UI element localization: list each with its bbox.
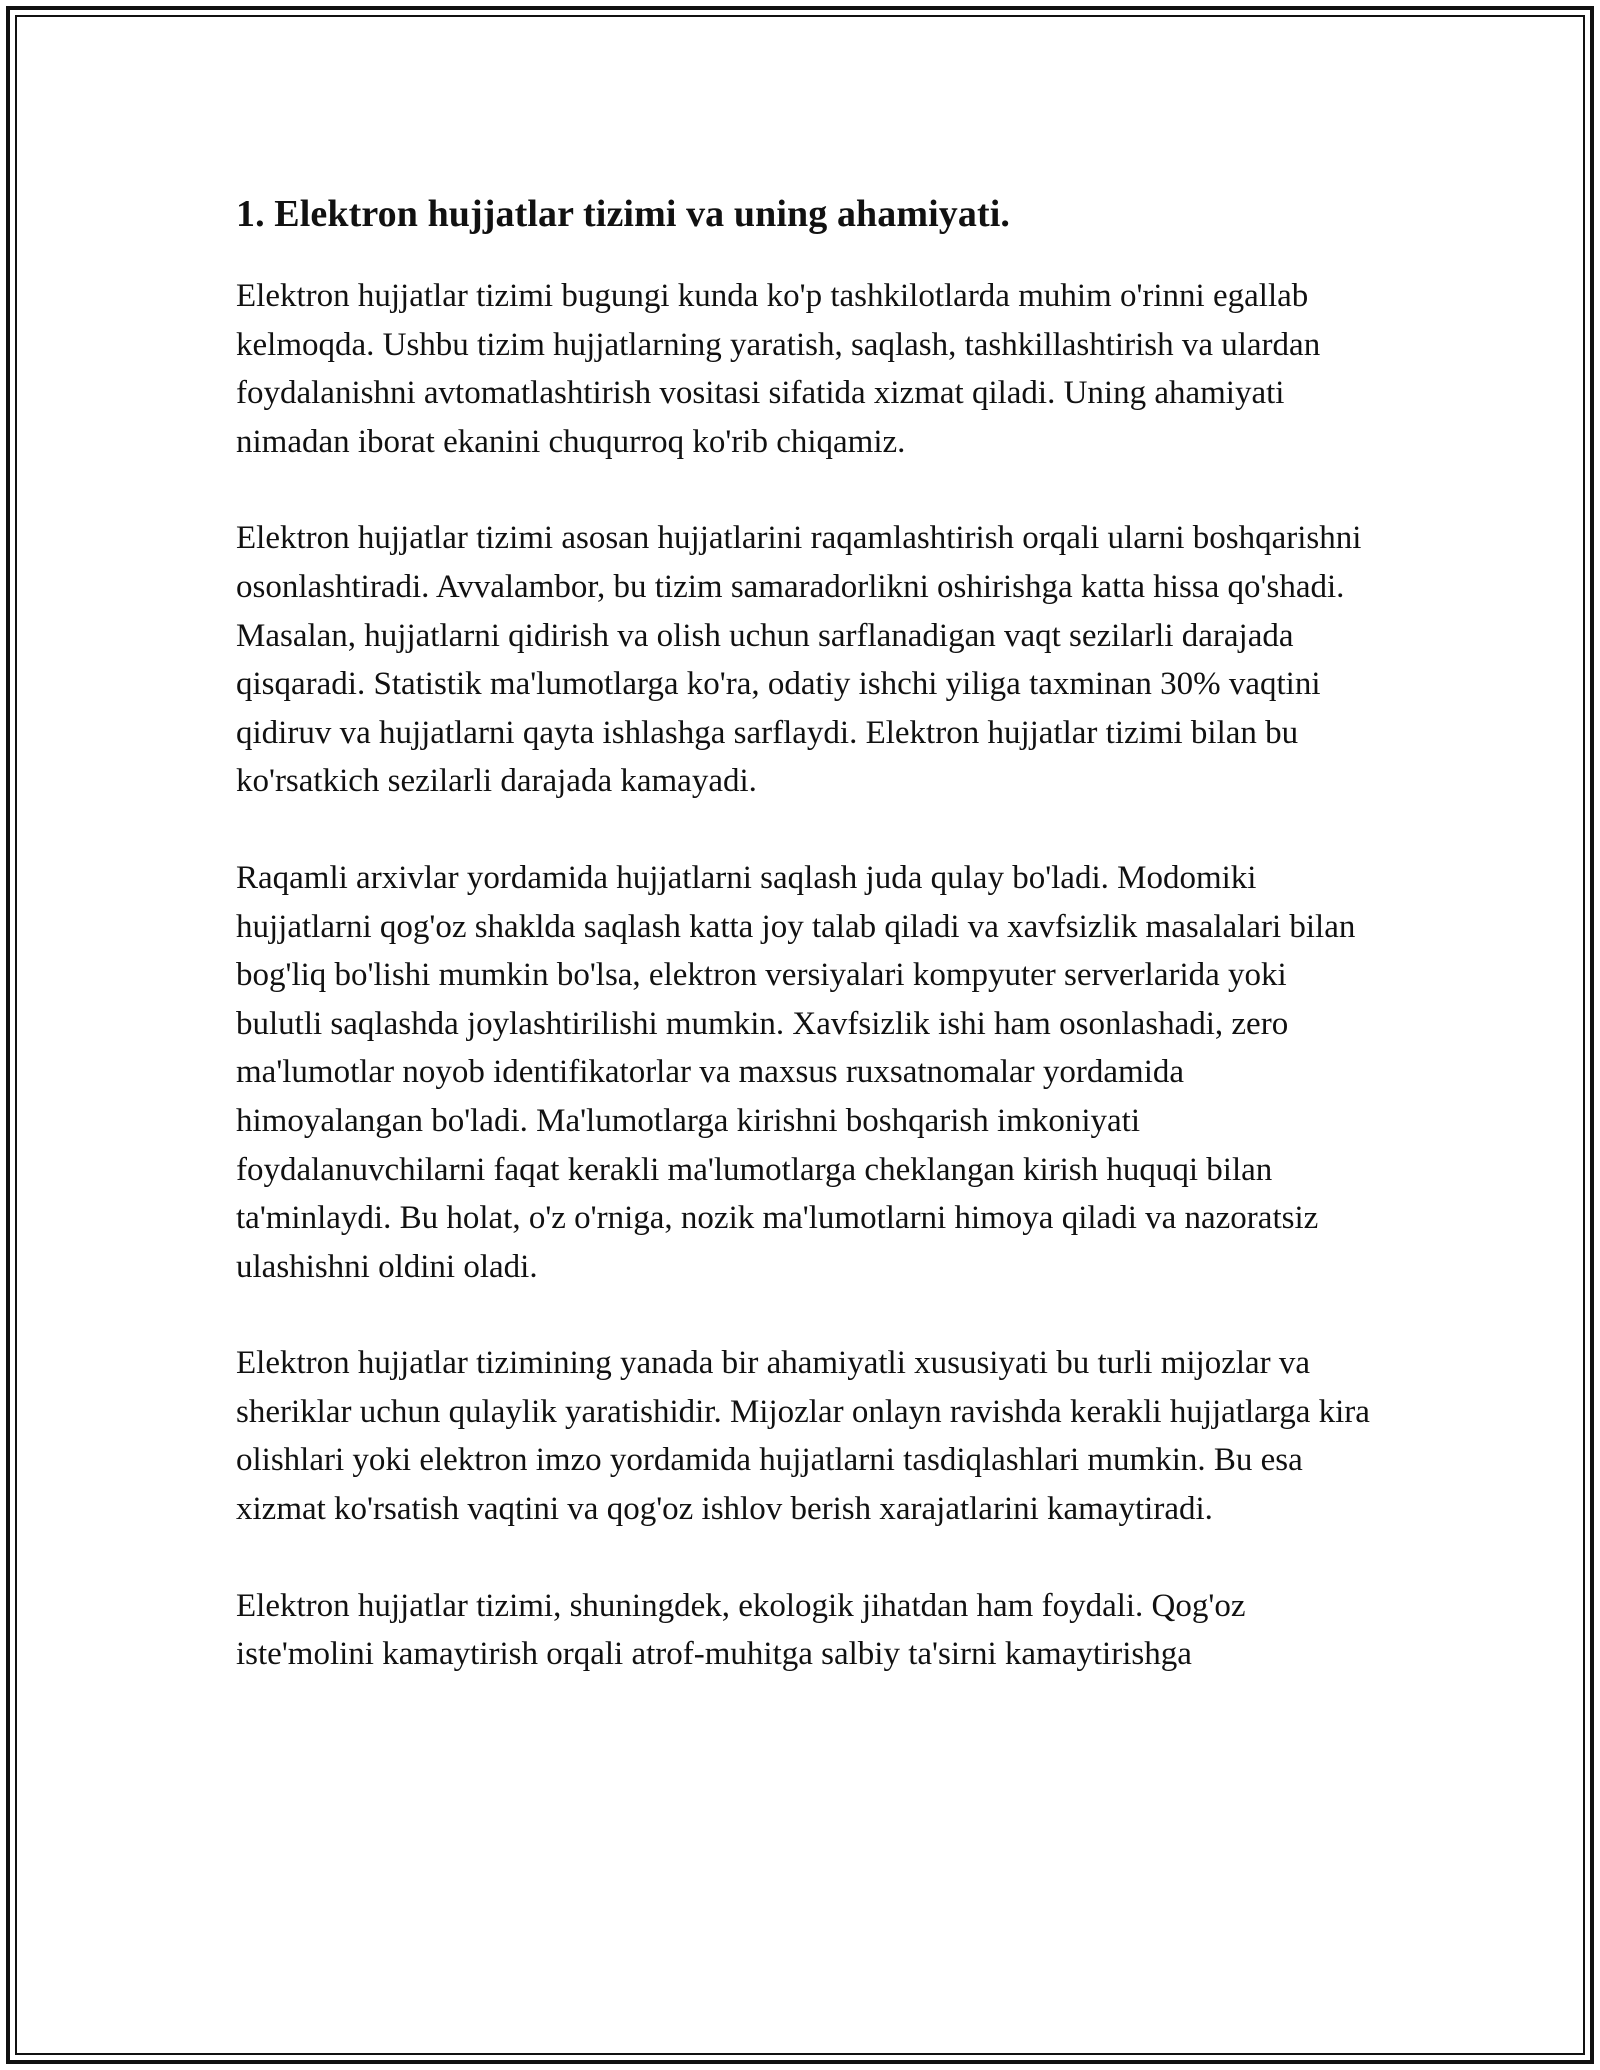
document-page — [236, 186, 1376, 1679]
paragraph-1: Elektron hujjatlar tizimi bugungi kunda ko'p tashkilotlarda muhim o'rinni egallab kelmoqda. Ushbu tizim hujjatlarning yaratish, saqlash, tashkillashtirish va ulardan foydalanishni avtomatlashtirish vositasi sifatida xizmat qiladi. Uning ahamiyati nimadan iborat ekanini chuqurroq ko'rib chiqamiz. — [236, 278, 1321, 460]
paragraph-3: Raqamli arxivlar yordamida hujjatlarni saqlash juda qulay bo'ladi. Modomiki hujjatlarni qog'oz shaklda saqlash katta joy talab qiladi va xavfsizlik masalalari bilan bog'liq bo'lishi mumkin bo'lsa, elektron versiyalari kompyuter serverlarida yoki bulutli saqlashda joylashtirilishi mumkin. Xavfsizlik ishi ham osonlashadi, zero ma'lumotlar noyob identifikatorlar va maxsus ruxsatnomalar yordamida himoyalangan bo'ladi. Ma'lumotlarga kirishni boshqarish imkoniyati foydalanuvchilarni faqat kerakli ma'lumotlarga cheklangan kirish huquqi bilan ta'minlaydi. Bu holat, o'z o'rniga, nozik ma'lumotlarni himoya qiladi va nazoratsiz ulashishni oldini oladi. — [236, 859, 1356, 1285]
document-title: 1. Elektron hujjatlar tizimi va uning ahamiyati. — [236, 193, 1011, 235]
paragraph-2: Elektron hujjatlar tizimi asosan hujjatlarini raqamlashtirish orqali ularni boshqarishni osonlashtiradi. Avvalambor, bu tizim samaradorlikni oshirishga katta hissa qo'shadi. Masalan, hujjatlarni qidirish va olish uchun sarflanadigan vaqt sezilarli darajada qisqaradi. Statistik ma'lumotlarga ko'ra, odatiy ishchi yiliga taxminan 30% vaqtini qidiruv va hujjatlarni qayta ishlashga sarflaydi. Elektron hujjatlar tizimi bilan bu ko'rsatkich sezilarli darajada kamayadi. — [236, 520, 1362, 800]
paragraph-4: Elektron hujjatlar tizimining yanada bir ahamiyatli xususiyati bu turli mijozlar va sheriklar uchun qulaylik yaratishidir. Mijozlar onlayn ravishda kerakli hujjatlarga kira olishlari yoki elektron imzo yordamida hujjatlarni tasdiqlashlari mumkin. Bu esa xizmat ko'rsatish vaqtini va qog'oz ishlov berish xarajatlarini kamaytiradi. — [236, 1345, 1370, 1528]
paragraph-5: Elektron hujjatlar tizimi, shuningdek, ekologik jihatdan ham foydali. Qog'oz iste'molini kamaytirish orqali atrof-muhitga salbiy ta'sirni kamaytirishga — [236, 1587, 1246, 1673]
